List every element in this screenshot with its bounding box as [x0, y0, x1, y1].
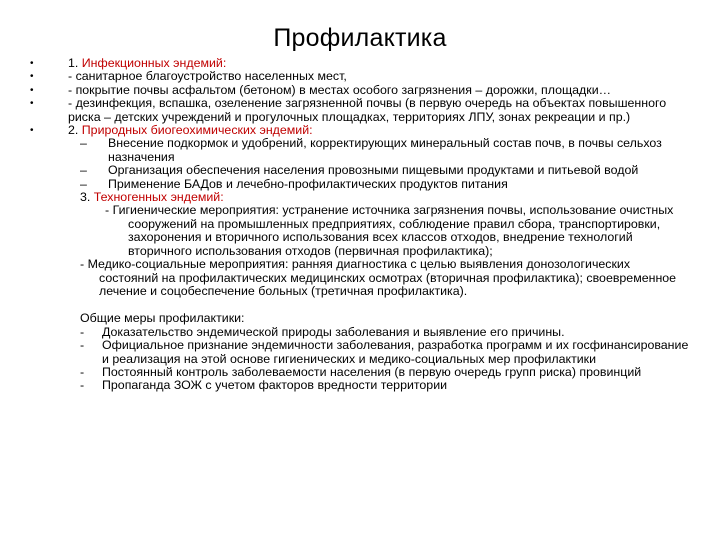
general-item: - Официальное признание эндемичности заболевания, разработка программ и их госфинансирование и реализация на этой основе гигиенических и медико-социальных мер профилактики — [80, 338, 689, 366]
bullet-icon: • — [30, 58, 34, 69]
list-item: • - покрытие почвы асфальтом (бетоном) в местах особого загрязнения – дорожки, площадки… — [30, 82, 612, 97]
list-item: • - санитарное благоустройство населенных мест, — [30, 69, 347, 84]
general-item: - Постоянный контроль заболеваемости населения (в первую очередь групп риска) провинций — [80, 364, 642, 379]
bullet-icon: • — [30, 84, 34, 96]
sub-item: – Внесение подкормок и удобрений, корректирующих минеральный состав почв, в почвы сельхоз назначения — [80, 136, 662, 164]
bullet-icon: • — [30, 125, 34, 137]
section-heading: Природных биогеохимических эндемий: — [81, 123, 313, 138]
list-item: • - дезинфекция, вспашка, озеленение загрязненной почвы (в первую очередь на объектах повышенного риска – детских учреждений и прогулочных площадках, территориях ЛПУ, зонах рекреации и пр.) — [30, 96, 667, 124]
general-item: - Доказательство эндемической природы заболевания и выявление его причины. — [80, 324, 565, 339]
section-heading: Техногенных эндемий: — [93, 190, 224, 205]
section-heading: Инфекционных эндемий: — [81, 56, 227, 70]
general-item: - Пропаганда ЗОЖ с учетом факторов вредности территории — [80, 378, 448, 393]
list-item: • 2. Природных биогеохимических эндемий: — [30, 123, 313, 138]
list-item: 3. Техногенных эндемий: — [80, 190, 224, 205]
slide-body — [30, 57, 690, 393]
sub-item: – Применение БАДов и лечебно-профилактических продуктов питания — [80, 176, 508, 191]
list-item: • 1. Инфекционных эндемий: — [30, 56, 227, 70]
general-heading: Общие меры профилактики: — [80, 311, 245, 326]
bullet-icon: • — [30, 98, 34, 110]
slide-title: Профилактика — [273, 24, 447, 52]
bullet-icon: • — [30, 71, 34, 83]
sub-item: – Организация обеспечения населения провозными пищевыми продуктами и питьевой водой — [80, 163, 639, 178]
sub-item: - Медико-социальные мероприятия: ранняя диагностика с целью выявления донозологических состояний на профилактических медицинских осмотрах (вторичная профилактика); своевременное лечение и соцобеспечение больных (третичная профилактика). — [80, 257, 677, 298]
sub-item: - Гигиенические мероприятия: устранение источника загрязнения почвы, использование очистных сооружений на промышленных предприятиях, соблюдение правил сбора, транспортировки, захоронения и вторичного использования всех классов отходов, внедрение технологий вторичного использования отходов (первичная профилактика); — [105, 203, 674, 258]
